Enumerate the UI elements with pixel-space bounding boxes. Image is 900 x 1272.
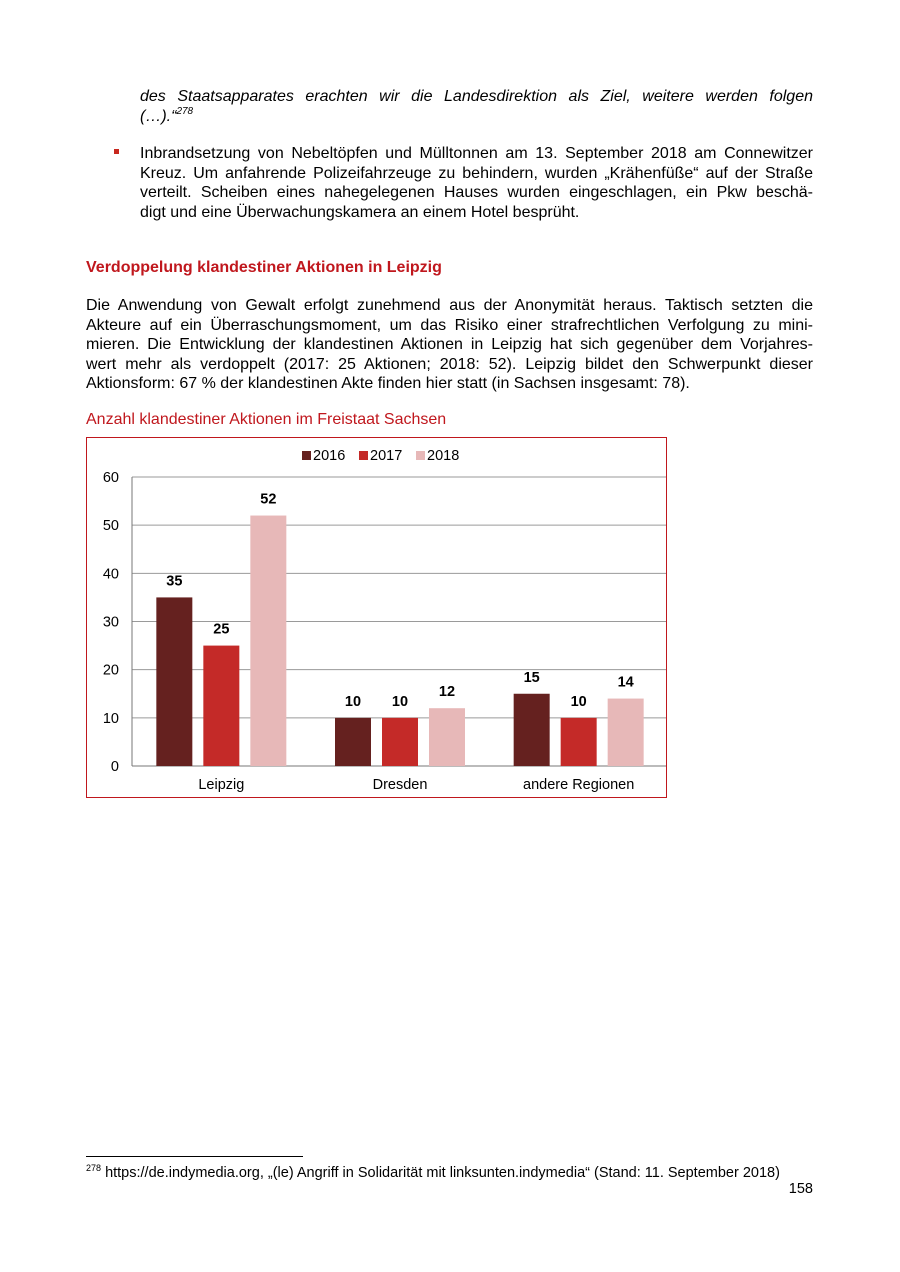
- bullet-line: Kreuz. Um anfahrende Polizeifahrzeuge zu behindern, wurden „Krähenfüße“ auf der Straße: [140, 164, 813, 182]
- legend-swatch-2017: [359, 451, 368, 460]
- page-number: 158: [788, 1181, 813, 1197]
- y-tick-label: 10: [102, 710, 119, 727]
- bullet-square-icon: [114, 149, 119, 154]
- bullet-line: verteilt. Scheiben eines nahegelegenen Hauses wurden eingeschlagen, ein Pkw beschä-: [140, 184, 813, 201]
- paragraph-line: Aktionsform: 67 % der klandestinen Akte finden hier statt (in Sachsen insgesamt: 78).: [86, 375, 690, 392]
- x-tick-label: Leipzig: [198, 777, 245, 793]
- quote-line-2: (…).“$^{278}$: [140, 105, 194, 125]
- bullet-line: Inbrandsetzung von Nebeltöpfen und Mülltonnen am 13. September 2018 am Connewitzer: [140, 145, 813, 162]
- bar-chart: [87, 438, 666, 797]
- data-label: 10: [391, 693, 409, 710]
- bullet-item: [140, 144, 813, 222]
- x-tick-label: andere Regionen: [523, 777, 635, 793]
- footnote-ref: 278: [176, 105, 194, 117]
- quote-block: [140, 87, 813, 126]
- body-paragraph: [86, 296, 813, 394]
- footnote-number: 278: [86, 1163, 102, 1173]
- bullet-line: digt und eine Überwachungskamera an einem Hotel besprüht.: [140, 203, 580, 221]
- bar-2018: [608, 699, 644, 766]
- bar-2016: [335, 718, 371, 766]
- y-tick-label: 50: [102, 518, 119, 535]
- x-tick-label: Dresden: [372, 777, 428, 793]
- paragraph-line: mieren. Die Entwicklung der klandestinen Aktionen in Leipzig hat sich gegenüber dem Vorjahres-: [86, 336, 813, 353]
- data-label: 10: [570, 693, 587, 710]
- paragraph-line: Akteure auf ein Überraschungsmoment, um das Risiko einer strafrechtlichen Verfolgung zu mini-: [86, 316, 813, 334]
- bar-2016: [156, 597, 192, 766]
- data-label: 14: [617, 674, 634, 691]
- data-label: 15: [523, 669, 540, 686]
- bar-2017: [382, 718, 418, 766]
- y-tick-label: 0: [110, 759, 119, 775]
- paragraph-line: Die Anwendung von Gewalt erfolgt zunehmend aus der Anonymität heraus. Taktisch setzten die: [86, 297, 813, 314]
- legend-label: 2017: [370, 448, 403, 464]
- chart-title: Anzahl klandestiner Aktionen im Freistaat Sachsen: [86, 411, 447, 428]
- bar-2018: [429, 708, 465, 766]
- bar-2018: [250, 516, 286, 766]
- chart-frame: [86, 437, 667, 798]
- legend-label: 2018: [427, 448, 460, 464]
- bar-2016: [514, 694, 550, 766]
- y-tick-label: 20: [102, 662, 119, 679]
- bar-2017: [561, 718, 597, 766]
- bar-2017: [203, 646, 239, 766]
- legend-label: 2016: [313, 448, 346, 464]
- quote-line-1: des Staatsapparates erachten wir die Landesdirektion als Ziel, weitere werden folgen: [140, 88, 813, 105]
- footnote-text: https://de.indymedia.org, „(le) Angriff in Solidarität mit linksunten.indymedia“ (Stand: 11. September 2018): [105, 1165, 780, 1181]
- legend-swatch-2018: [416, 451, 425, 460]
- section-heading: Verdoppelung klandestiner Aktionen in Leipzig: [86, 259, 442, 276]
- data-label: 12: [438, 684, 456, 701]
- y-tick-label: 60: [102, 470, 119, 486]
- footnote-divider: [86, 1156, 303, 1157]
- paragraph-line: wert mehr als verdoppelt (2017: 25 Aktionen; 2018: 52). Leipzig bildet den Schwerpunkt dieser: [86, 355, 813, 373]
- data-label: 10: [344, 693, 362, 710]
- footnote: [86, 1163, 780, 1181]
- y-tick-label: 40: [102, 566, 119, 583]
- y-tick-label: 30: [102, 614, 119, 631]
- data-label: 52: [260, 491, 277, 508]
- data-label: 35: [166, 573, 183, 590]
- data-label: 25: [213, 621, 230, 638]
- legend-swatch-2016: [302, 451, 311, 460]
